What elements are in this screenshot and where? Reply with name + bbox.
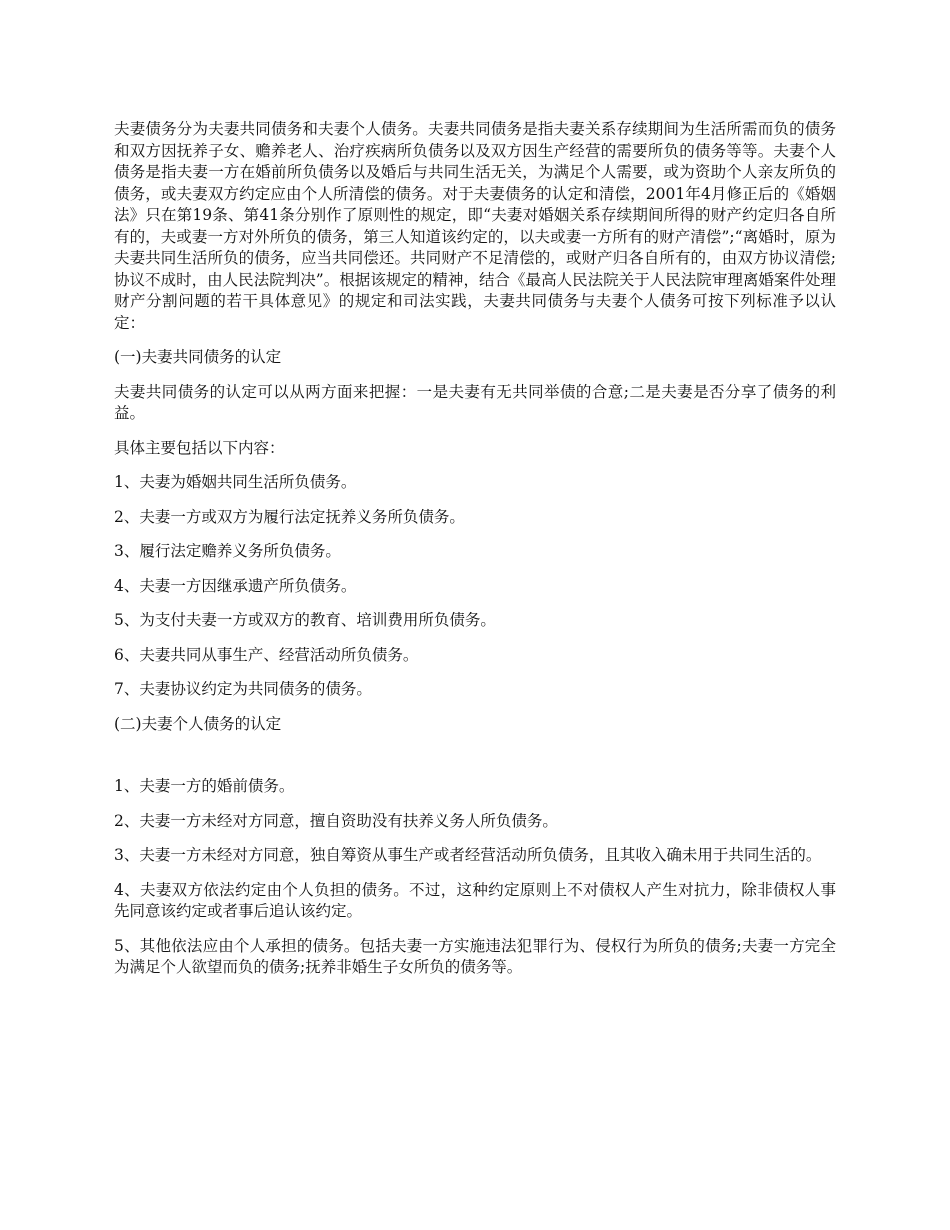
section-heading-common-debt: (一)夫妻共同债务的认定 [114,348,282,366]
list-item: 1、夫妻一方的婚前债务。 [114,777,295,795]
common-debt-lead: 具体主要包括以下内容： [114,438,285,457]
section-heading-personal-debt: (二)夫妻个人债务的认定 [114,714,282,733]
list-item: 6、夫妻共同从事生产、经营活动所负债务。 [114,645,419,664]
document-body [114,119,836,992]
list-item: 2、夫妻一方未经对方同意，擅自资助没有扶养义务人所负债务。 [114,811,558,830]
list-item: 3、履行法定赡养义务所负债务。 [114,542,341,560]
list-item: 4、夫妻一方因继承遗产所负债务。 [114,576,357,595]
list-item: 4、夫妻双方依法约定由个人负担的债务。不过，这种约定原则上不对债权人产生对抗力，除非债权人事先同意该约定或者事后追认该约定。 [114,880,836,920]
list-item: 2、夫妻一方或双方为履行法定抚养义务所负债务。 [114,507,465,526]
list-item: 5、为支付夫妻一方或双方的教育、培训费用所负债务。 [114,611,496,629]
list-item: 5、其他依法应由个人承担的债务。包括夫妻一方实施违法犯罪行为、侵权行为所负的债务;夫妻一方完全为满足个人欲望而负的债务;抚养非婚生子女所负的债务等。 [114,936,836,976]
list-item: 1、夫妻为婚姻共同生活所负债务。 [114,473,357,491]
list-item: 3、夫妻一方未经对方同意，独自筹资从事生产或者经营活动所负债务，且其收入确未用于共同生活的。 [114,846,822,864]
blank-spacer [114,748,836,776]
common-debt-description: 夫妻共同债务的认定可以从两方面来把握：一是夫妻有无共同举债的合意;二是夫妻是否分享了债务的利益。 [114,382,836,422]
list-item: 7、夫妻协议约定为共同债务的债务。 [114,680,372,698]
intro-paragraph: 夫妻债务分为夫妻共同债务和夫妻个人债务。夫妻共同债务是指夫妻关系存续期间为生活所需而负的债务和双方因抚养子女、赡养老人、治疗疾病所负债务以及双方因生产经营的需要所负的债务等等。夫妻个人债务是指夫妻一方在婚前所负债务以及婚后与共同生活无关，为满足个人需要，或为资助个人亲友所负的债务，或夫妻双方约定应由个人所清偿的债务。对于夫妻债务的认定和清偿，2001年4月修正后的《婚姻法》只在第19条、第41条分别作了原则性的规定，即“夫妻对婚姻关系存续期间所得的财产约定归各自所有的，夫或妻一方对外所负的债务，第三人知道该约定的，以夫或妻一方所有的财产清偿”;“离婚时，原为夫妻共同生活所负的债务，应当共同偿还。共同财产不足清偿的，或财产归各自所有的，由双方协议清偿;协议不成时，由人民法院判决”。根据该规定的精神，结合《最高人民法院关于人民法院审理离婚案件处理财产分割问题的若干具体意见》的规定和司法实践，夫妻共同债务与夫妻个人债务可按下列标准予以认定： [114,120,836,332]
